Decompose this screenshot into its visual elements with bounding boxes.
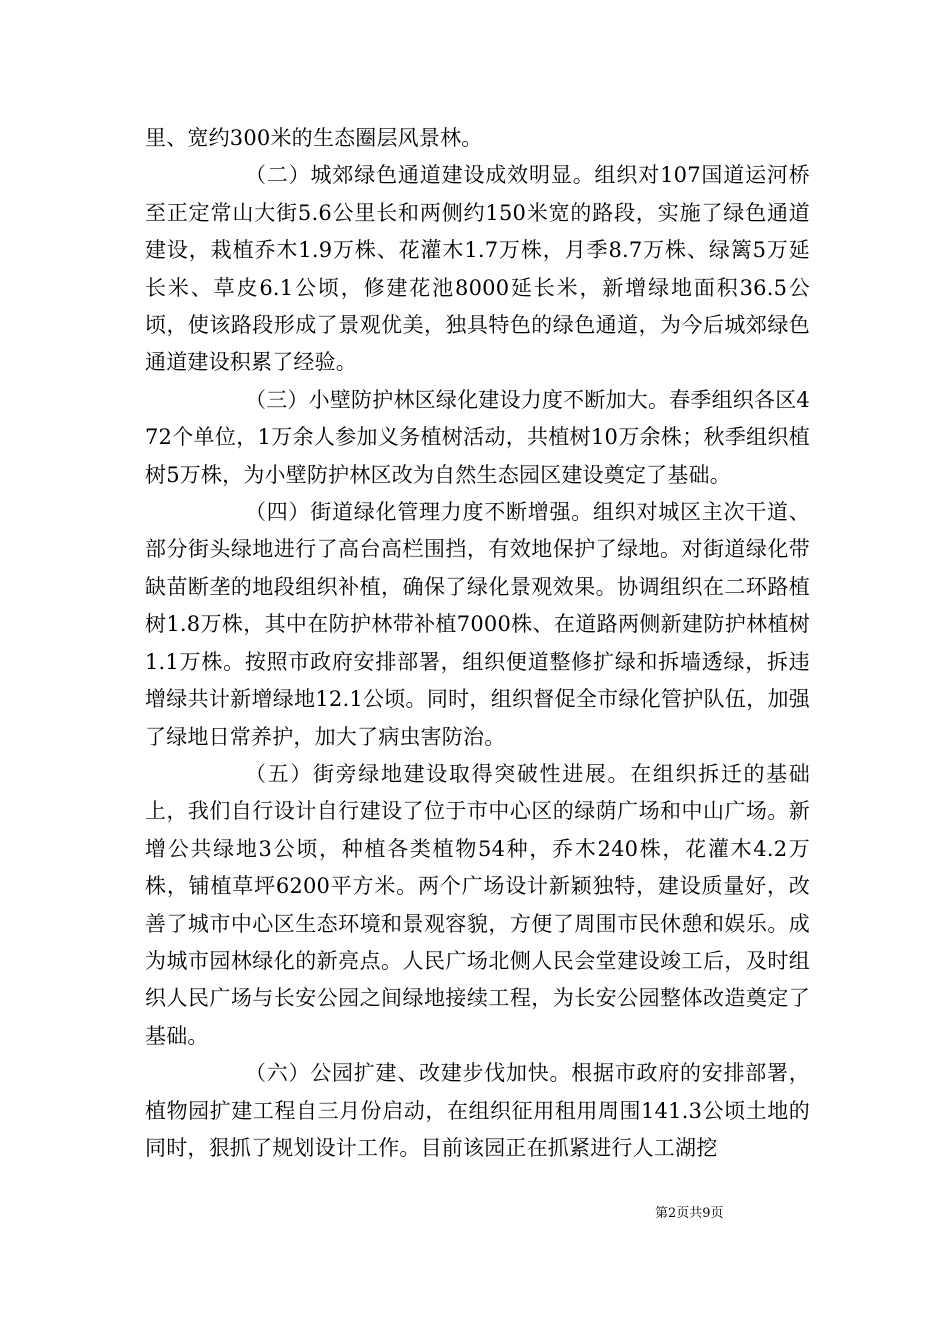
paragraph-continuation: 里、宽约300米的生态圈层风景林。 — [145, 126, 483, 150]
paragraph-section-5: （五）街旁绿地建设取得突破性进展。在组织拆迁的基础上，我们自行设计自行建设了位于市中心区的绿荫广场和中山广场。新增公共绿地3公顷，种植各类植物54种，乔木240株，花灌木4.2万株，铺植草坪6200平方米。两个广场设计新颖独特，建设质量好，改善了城市中心区生态环境和景观容貌，方便了周围市民休憩和娱乐。成为城市园林绿化的新亮点。人民广场北侧人民会堂建设竣工后，及时组织人民广场与长安公园之间绿地接续工程，为长安公园整体改造奠定了基础。 — [145, 761, 810, 1048]
page-number-footer: 第2页共9页 — [655, 1206, 724, 1221]
paragraph-section-6: （六）公园扩建、改建步伐加快。根据市政府的安排部署，植物园扩建工程自三月份启动，在组织征用租用周围141.3公顷土地的同时，狠抓了规划设计工作。目前该园正在抓紧进行人工湖挖 — [145, 1061, 810, 1160]
paragraph-section-2: （二）城郊绿色通道建设成效明显。组织对107国道运河桥至正定常山大街5.6公里长和两侧约150米宽的路段，实施了绿色通道建设，栽植乔木1.9万株、花灌木1.7万株，月季8.7万株、绿篱5万延长米、草皮6.1公顷，修建花池8000延长米，新增绿地面积36.5公顷，使该路段形成了景观优美，独具特色的绿色通道，为今后城郊绿色通道建设积累了经验。 — [145, 163, 810, 375]
paragraph-section-4: （四）街道绿化管理力度不断增强。组织对城区主次干道、部分街头绿地进行了高台高栏围挡，有效地保护了绿地。对街道绿化带缺苗断垄的地段组织补植，确保了绿化景观效果。协调组织在二环路植树1.8万株，其中在防护林带补植7000株、在道路两侧新建防护林植树1.1万株。按照市政府安排部署，组织便道整修扩绿和拆墙透绿，拆违增绿共计新增绿地12.1公顷。同时，组织督促全市绿化管护队伍，加强了绿地日常养护，加大了病虫害防治。 — [145, 500, 810, 749]
paragraph-section-3: （三）小壁防护林区绿化建设力度不断加大。春季组织各区472个单位，1万余人参加义务植树活动，共植树10万余株；秋季组织植树5万株，为小壁防护林区改为自然生态园区建设奠定了基础。 — [145, 387, 810, 487]
document-body — [145, 120, 810, 1167]
